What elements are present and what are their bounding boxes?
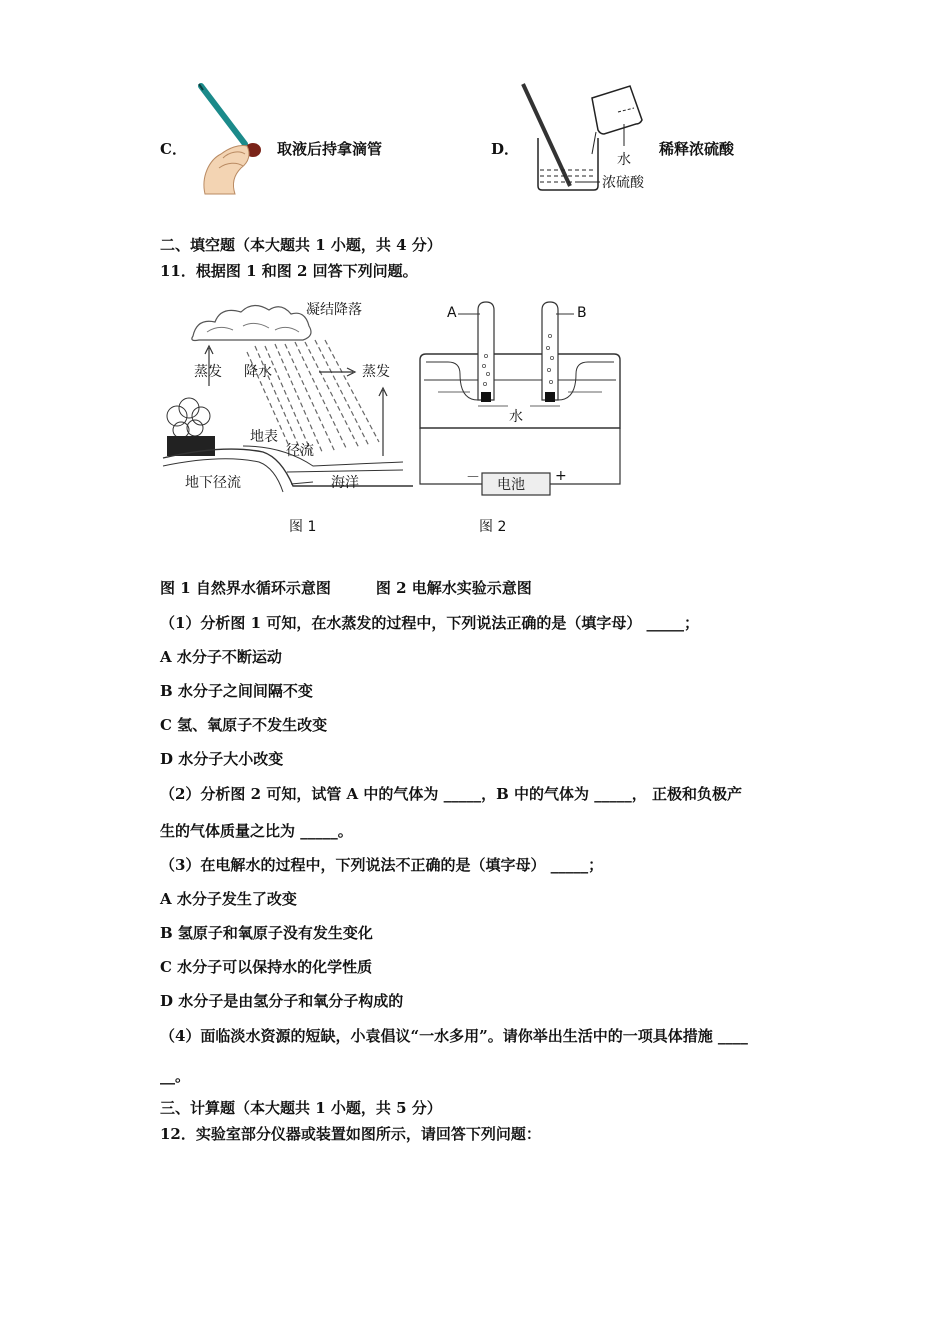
q11-part-4-line-2: __。 — [160, 1067, 191, 1085]
fig1-label-precip: 降水 — [244, 364, 272, 380]
q11-part-1-option-d: D 水分子大小改变 — [160, 750, 284, 768]
electrolysis-figure — [418, 296, 628, 501]
q11-part-3-option-a: A 水分子发生了改变 — [160, 890, 297, 908]
fig2-label-water: 水 — [509, 409, 523, 425]
fig1-label-ocean: 海洋 — [331, 475, 359, 491]
q11-part-3-option-c: C 水分子可以保持水的化学性质 — [160, 958, 373, 976]
fig1-label-evap-right: 蒸发 — [362, 364, 390, 380]
fig1-label-underground: 地下径流 — [185, 475, 241, 491]
fig2-label-plus: + — [555, 468, 567, 484]
option-d-caption: 稀释浓硫酸 — [659, 140, 735, 158]
section-2-heading: 二、填空题（本大题共 1 小题，共 4 分） — [160, 236, 442, 254]
fig2-caption: 图 2 — [479, 519, 507, 535]
q11-part-3: （3）在电解水的过程中，下列说法不正确的是（填字母） _____； — [160, 856, 604, 874]
fig2-label-a: A — [447, 305, 457, 321]
question-11-stem: 11．根据图 1 和图 2 回答下列问题。 — [160, 262, 418, 280]
q11-part-2-line-2: 生的气体质量之比为 _____。 — [160, 822, 353, 840]
q11-part-3-option-d: D 水分子是由氢分子和氧分子构成的 — [160, 992, 404, 1010]
q11-part-1: （1）分析图 1 可知，在水蒸发的过程中，下列说法正确的是（填字母） _____； — [160, 614, 700, 632]
q11-part-2-line-1: （2）分析图 2 可知，试管 A 中的气体为 _____，B 中的气体为 _____， 正极和负极产 — [160, 785, 742, 803]
option-d-letter: D． — [491, 140, 520, 158]
fig1-caption: 图 1 — [289, 519, 317, 535]
water-cycle-figure — [163, 296, 413, 501]
label-conc-sulfuric-acid: 浓硫酸 — [602, 175, 644, 191]
q11-part-4-line-1: （4）面临淡水资源的短缺，小袁倡议“一水多用”。请你举出生活中的一项具体措施 ____ — [160, 1027, 748, 1045]
question-12-stem: 12．实验室部分仪器或装置如图所示，请回答下列问题： — [160, 1125, 541, 1143]
q11-part-3-option-b: B 氢原子和氧原子没有发生变化 — [160, 924, 373, 942]
q11-part-1-option-c: C 氢、氧原子不发生改变 — [160, 716, 328, 734]
fig2-label-b: B — [577, 305, 587, 321]
q11-part-1-option-a: A 水分子不断运动 — [160, 648, 282, 666]
q11-part-1-option-b: B 水分子之间间隔不变 — [160, 682, 313, 700]
fig2-label-minus: － — [466, 470, 480, 486]
fig2-label-battery: 电池 — [497, 477, 525, 493]
figure-captions: 图 1 自然界水循环示意图 图 2 电解水实验示意图 — [160, 579, 532, 597]
fig1-label-surface-1: 地表 — [250, 429, 278, 445]
fig1-label-surface-2: 径流 — [286, 443, 314, 459]
dropper-hand-illustration — [195, 82, 270, 197]
section-3-heading: 三、计算题（本大题共 1 小题，共 5 分） — [160, 1099, 442, 1117]
label-water: 水 — [617, 152, 631, 168]
fig1-label-evap-left: 蒸发 — [194, 364, 222, 380]
fig1-label-condense: 凝结降落 — [306, 302, 362, 318]
option-c-letter: C． — [160, 140, 187, 158]
option-c-caption: 取液后持拿滴管 — [277, 140, 383, 158]
